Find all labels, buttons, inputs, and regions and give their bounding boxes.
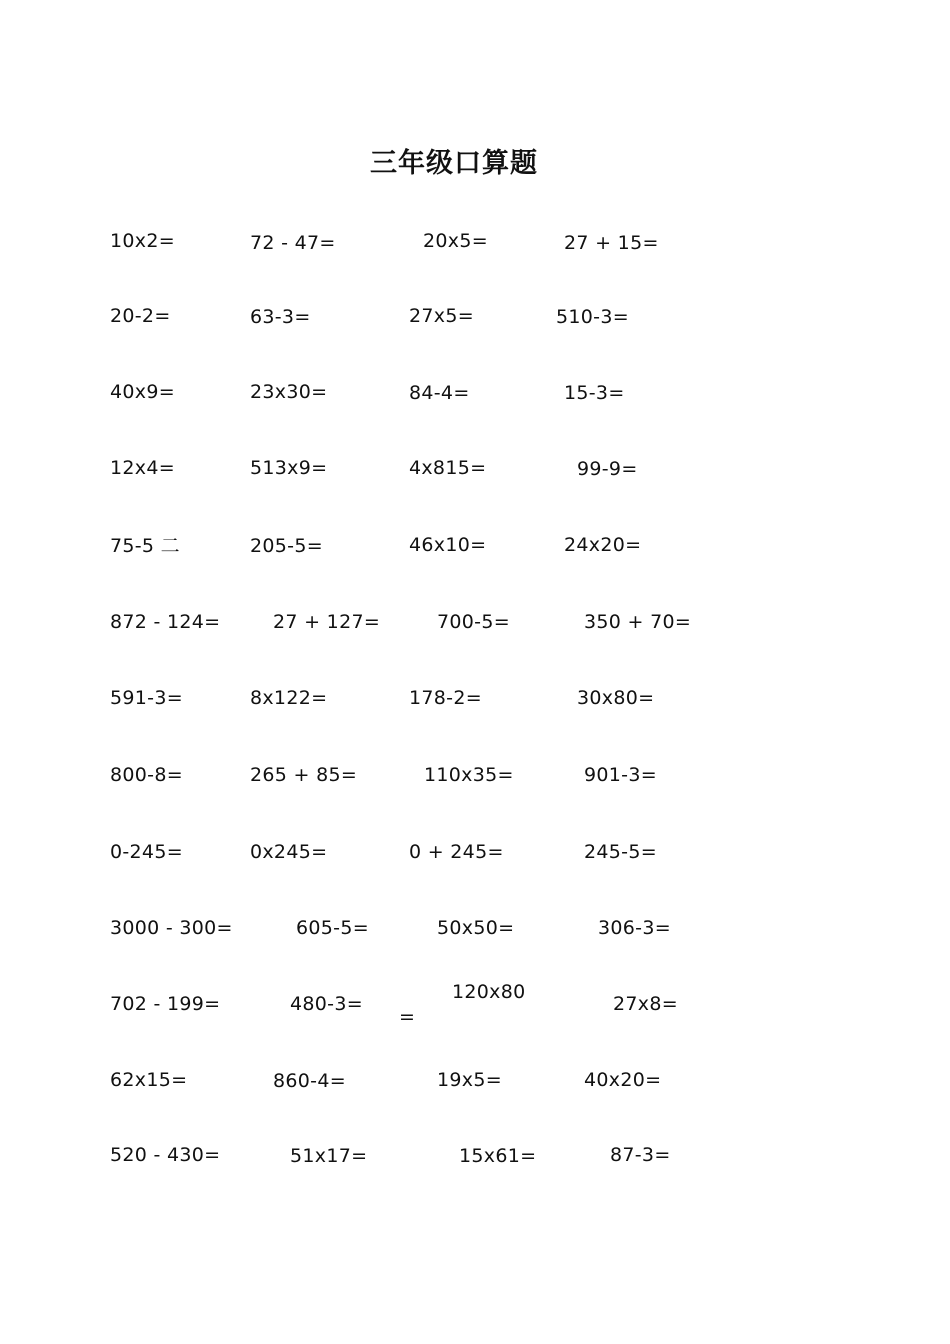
problem-r7-c3: 178-2=: [409, 687, 482, 709]
problem-r6-c2: 27 + 127=: [273, 611, 381, 633]
problem-r9-c3: 0 + 245=: [409, 841, 504, 863]
problem-r11-c1: 702 - 199=: [110, 993, 221, 1015]
problem-r8-c2: 265 + 85=: [250, 764, 358, 786]
problem-r4-c3: 4x815=: [409, 457, 487, 479]
problem-r8-c3: 110x35=: [424, 764, 514, 786]
problem-r3-c3: 84-4=: [409, 382, 470, 404]
problem-r12-c2: 860-4=: [273, 1070, 346, 1092]
problem-r8-c4: 901-3=: [584, 764, 657, 786]
problem-r5-c4: 24x20=: [564, 534, 642, 556]
problem-r10-c4: 306-3=: [598, 917, 671, 939]
problem-r10-c1: 3000 - 300=: [110, 917, 233, 939]
problem-r13-c2: 51x17=: [290, 1145, 368, 1167]
problem-r13-c4: 87-3=: [610, 1144, 671, 1166]
problem-r5-c1: 75-5 二: [110, 535, 180, 557]
problem-r7-c2: 8x122=: [250, 687, 328, 709]
problem-r2-c4: 510-3=: [556, 306, 629, 328]
problem-r11-c4: 27x8=: [613, 993, 678, 1015]
problem-r1-c3: 20x5=: [423, 230, 488, 252]
problem-r11-stray-equals: =: [399, 1006, 416, 1028]
problem-r8-c1: 800-8=: [110, 764, 183, 786]
problem-r6-c4: 350 + 70=: [584, 611, 692, 633]
problem-r1-c1: 10x2=: [110, 230, 175, 252]
problem-r3-c2: 23x30=: [250, 381, 328, 403]
problem-r9-c2: 0x245=: [250, 841, 328, 863]
problem-r7-c4: 30x80=: [577, 687, 655, 709]
page-title: 三年级口算题: [370, 148, 538, 179]
problem-r2-c3: 27x5=: [409, 305, 474, 327]
problem-r12-c1: 62x15=: [110, 1069, 188, 1091]
problem-r1-c2: 72 - 47=: [250, 232, 336, 254]
problem-r11-c3: 120x80: [452, 981, 526, 1003]
problem-r6-c3: 700-5=: [437, 611, 510, 633]
problem-r10-c2: 605-5=: [296, 917, 369, 939]
problem-r7-c1: 591-3=: [110, 687, 183, 709]
problem-r4-c4: 99-9=: [577, 458, 638, 480]
problem-r9-c1: 0-245=: [110, 841, 183, 863]
problem-r6-c1: 872 - 124=: [110, 611, 221, 633]
problem-r3-c1: 40x9=: [110, 381, 175, 403]
problem-r2-c2: 63-3=: [250, 306, 311, 328]
problem-r13-c1: 520 - 430=: [110, 1144, 221, 1166]
problem-r5-c2: 205-5=: [250, 535, 323, 557]
problem-r1-c4: 27 + 15=: [564, 232, 659, 254]
problem-r4-c2: 513x9=: [250, 457, 328, 479]
problem-r3-c4: 15-3=: [564, 382, 625, 404]
problem-r11-c2: 480-3=: [290, 993, 363, 1015]
problem-r12-c3: 19x5=: [437, 1069, 502, 1091]
problem-r13-c3: 15x61=: [459, 1145, 537, 1167]
problem-r10-c3: 50x50=: [437, 917, 515, 939]
problem-r2-c1: 20-2=: [110, 305, 171, 327]
problem-r12-c4: 40x20=: [584, 1069, 662, 1091]
problem-r4-c1: 12x4=: [110, 457, 175, 479]
problem-r5-c3: 46x10=: [409, 534, 487, 556]
problem-r9-c4: 245-5=: [584, 841, 657, 863]
